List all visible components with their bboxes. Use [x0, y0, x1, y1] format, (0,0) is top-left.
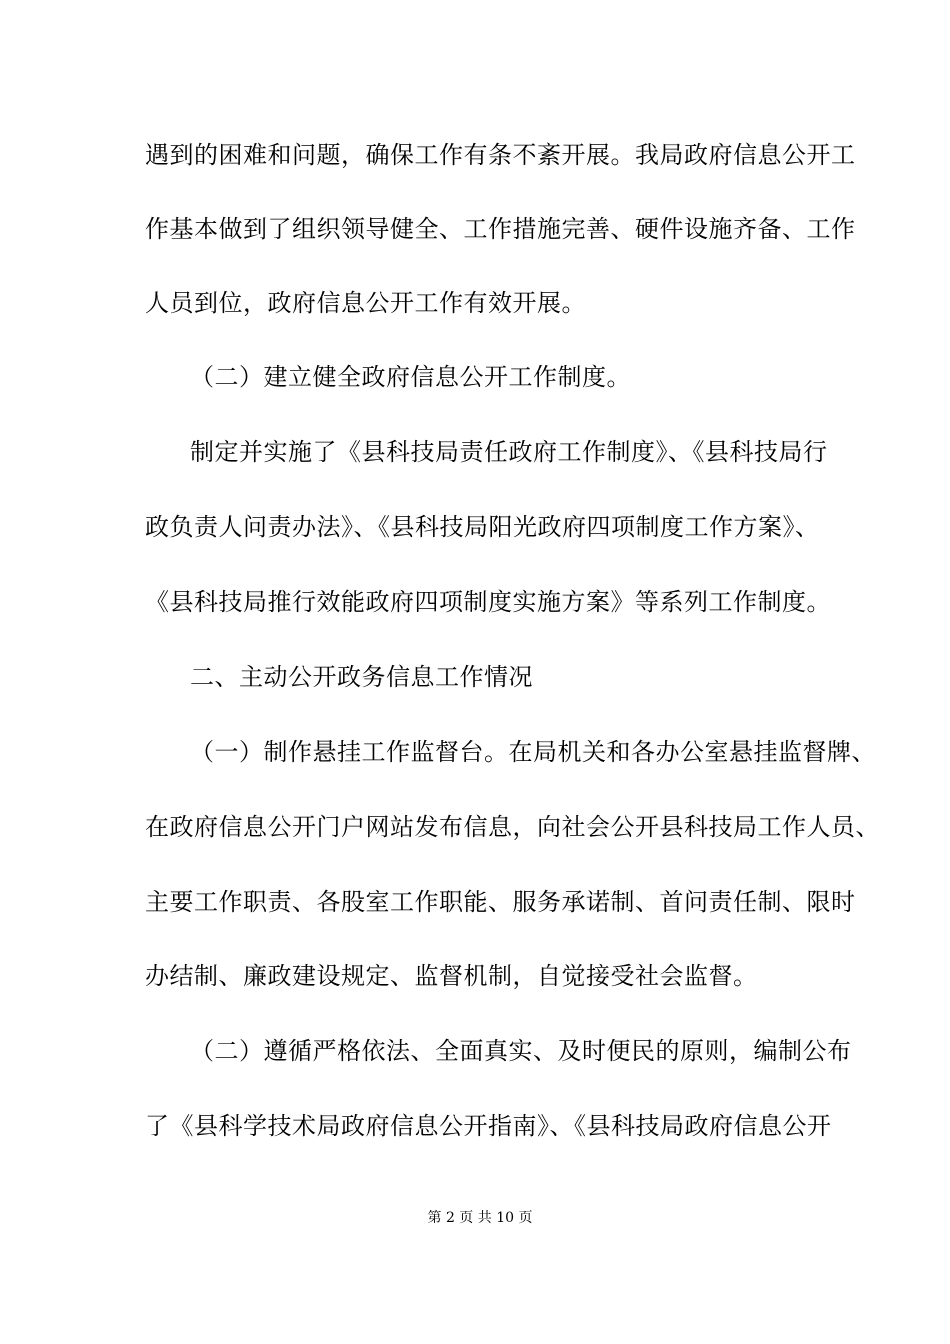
body-text-line: 在政府信息公开门户网站发布信息，向社会公开县科技局工作人员、	[145, 813, 880, 841]
body-text-line: 《县科技局推行效能政府四项制度实施方案》等系列工作制度。	[145, 588, 831, 616]
body-text-line: （二）遵循严格依法、全面真实、及时便民的原则，编制公布	[190, 1037, 852, 1065]
section-heading: （二）建立健全政府信息公开工作制度。	[190, 363, 631, 391]
body-text-line: 主要工作职责、各股室工作职能、服务承诺制、首问责任制、限时	[145, 888, 856, 916]
body-text-line: 政负责人问责办法》、《县科技局阳光政府四项制度工作方案》、	[145, 513, 820, 541]
body-text-line: 办结制、廉政建设规定、监督机制，自觉接受社会监督。	[145, 962, 758, 990]
section-heading: 二、主动公开政务信息工作情况	[190, 663, 533, 691]
body-text-line: （一）制作悬挂工作监督台。在局机关和各办公室悬挂监督牌、	[190, 738, 876, 766]
body-text-line: 了《县科学技术局政府信息公开指南》、《县科技局政府信息公开	[145, 1112, 832, 1140]
body-text-line: 制定并实施了《县科技局责任政府工作制度》、《县科技局行	[190, 438, 828, 466]
page-number-footer: 第 2 页 共 10 页	[427, 1210, 533, 1226]
body-text-line: 作基本做到了组织领导健全、工作措施完善、硬件设施齐备、工作	[145, 215, 856, 243]
body-text-line: 人员到位，政府信息公开工作有效开展。	[145, 289, 586, 317]
body-text-line: 遇到的困难和问题，确保工作有条不紊开展。我局政府信息公开工	[145, 141, 856, 169]
